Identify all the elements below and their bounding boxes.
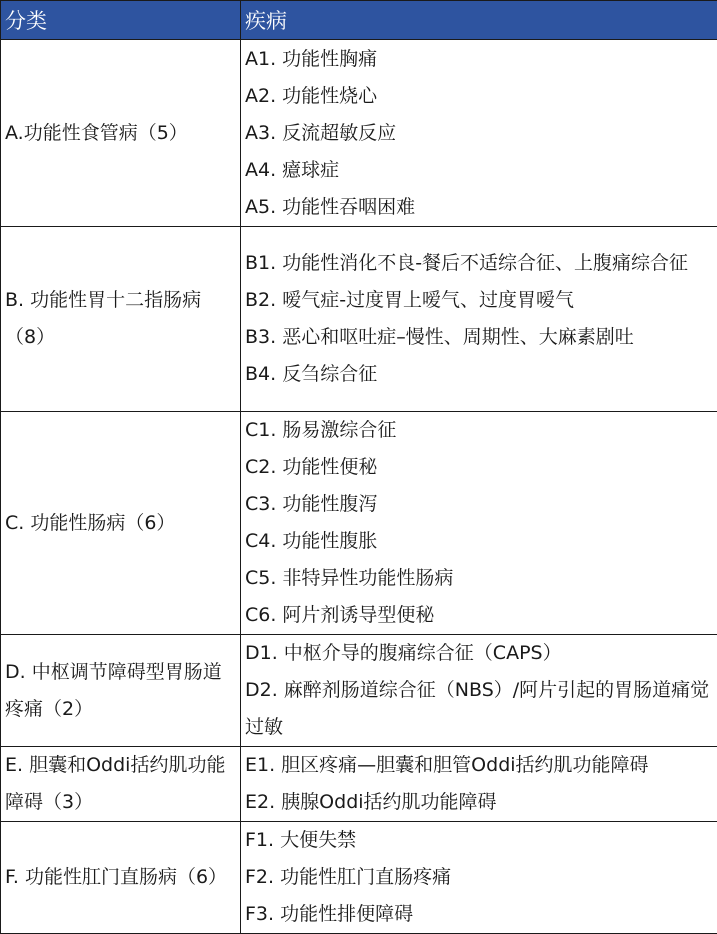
category-cell: A.功能性食管病（5）: [1, 40, 241, 227]
disease-item: C3. 功能性腹泻: [245, 486, 715, 523]
category-cell: B. 功能性胃十二指肠病（8）: [1, 227, 241, 412]
category-cell: C. 功能性肠病（6）: [1, 412, 241, 635]
table-row: [1, 40, 717, 227]
disease-item: E2. 胰腺Oddi括约肌功能障碍: [245, 784, 715, 821]
category-cell: D. 中枢调节障碍型胃肠道疼痛（2）: [1, 635, 241, 747]
disease-item: C1. 肠易激综合征: [245, 412, 715, 449]
disease-item: B4. 反刍综合征: [245, 356, 715, 393]
disease-item: F3. 功能性排便障碍: [245, 896, 715, 933]
disease-item: C5. 非特异性功能性肠病: [245, 560, 715, 597]
table-row: [1, 635, 717, 747]
disease-item: A1. 功能性胸痛: [245, 41, 715, 78]
disease-item: F2. 功能性肛门直肠疼痛: [245, 859, 715, 896]
disease-cell: [241, 412, 717, 635]
disease-item: A2. 功能性烧心: [245, 78, 715, 115]
disease-item: F1. 大便失禁: [245, 822, 715, 859]
header-row: [1, 1, 717, 40]
disease-item: B2. 嗳气症-过度胃上嗳气、过度胃嗳气: [245, 282, 715, 319]
table-row: [1, 227, 717, 412]
disease-item: B3. 恶心和呕吐症–慢性、周期性、大麻素剧吐: [245, 319, 715, 356]
table-row: [1, 412, 717, 635]
disease-item: A3. 反流超敏反应: [245, 115, 715, 152]
header-disease: 疾病: [241, 1, 717, 40]
disease-item: C2. 功能性便秘: [245, 449, 715, 486]
disease-cell: [241, 747, 717, 822]
disease-item: C4. 功能性腹胀: [245, 523, 715, 560]
table-row: [1, 822, 717, 934]
disease-item: C6. 阿片剂诱导型便秘: [245, 597, 715, 634]
disease-cell: [241, 227, 717, 412]
disease-cell: [241, 822, 717, 934]
disease-item: D1. 中枢介导的腹痛综合征（CAPS）: [245, 635, 715, 672]
disease-item: A5. 功能性吞咽困难: [245, 189, 715, 226]
category-cell: E. 胆囊和Oddi括约肌功能障碍（3）: [1, 747, 241, 822]
category-cell: F. 功能性肛门直肠病（6）: [1, 822, 241, 934]
disease-cell: [241, 635, 717, 747]
disease-item: E1. 胆区疼痛—胆囊和胆管Oddi括约肌功能障碍: [245, 747, 715, 784]
disease-item: B1. 功能性消化不良-餐后不适综合征、上腹痛综合征: [245, 245, 715, 282]
table-row: [1, 747, 717, 822]
disease-item: A4. 癔球症: [245, 152, 715, 189]
disease-cell: [241, 40, 717, 227]
header-category: 分类: [1, 1, 241, 40]
disease-item: D2. 麻醉剂肠道综合征（NBS）/阿片引起的胃肠道痛觉过敏: [245, 672, 715, 746]
